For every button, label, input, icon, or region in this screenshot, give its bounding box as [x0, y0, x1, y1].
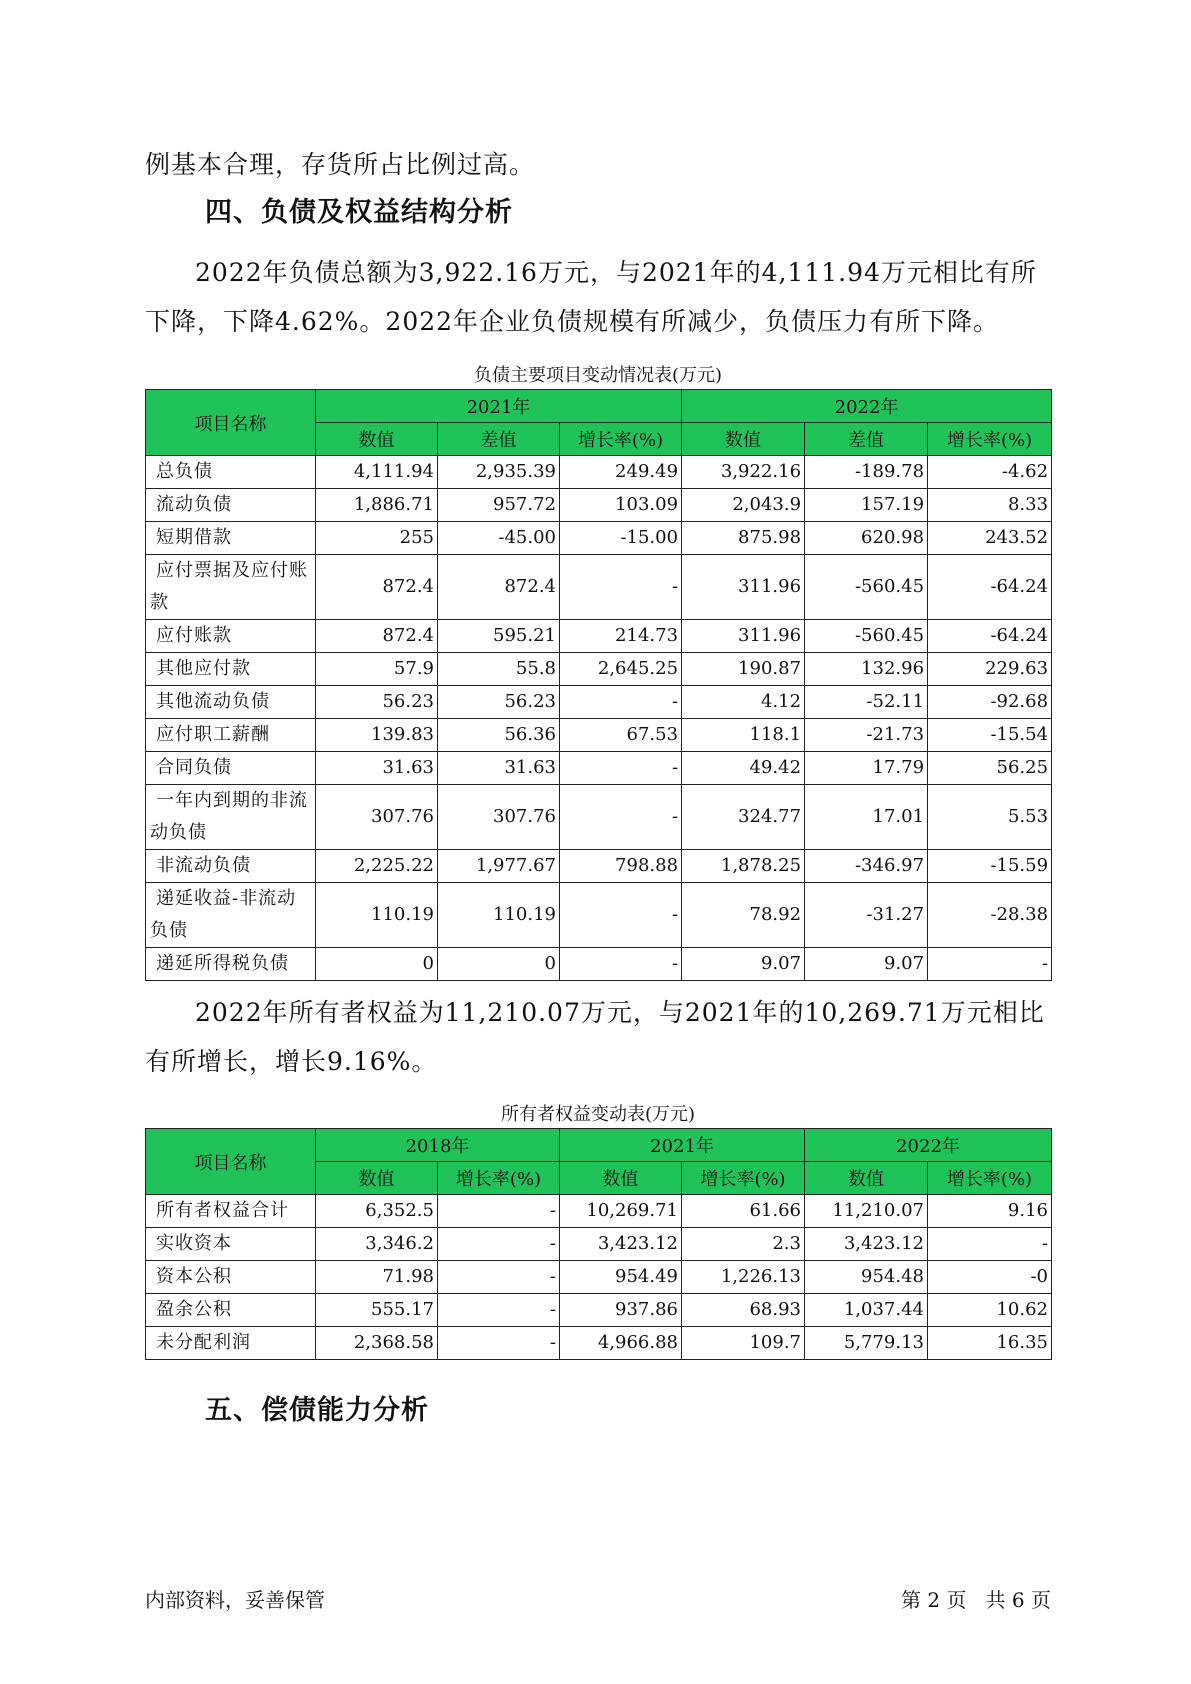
row-label: 盈余公积: [146, 1294, 316, 1327]
table-cell: 71.98: [316, 1261, 438, 1294]
table-cell: 214.73: [560, 620, 682, 653]
table-cell: 0: [316, 948, 438, 981]
table-cell: 620.98: [805, 522, 928, 555]
table-cell: 61.66: [682, 1195, 805, 1228]
equity-year-header-2022: 2022年: [805, 1129, 1052, 1162]
table-cell: 55.8: [438, 653, 560, 686]
equity-table: [145, 1128, 1052, 1360]
table-cell: 957.72: [438, 489, 560, 522]
equity-summary-paragraph: 2022年所有者权益为11,210.07万元，与2021年的10,269.71万元相比有所增长，增长9.16%。: [145, 998, 1045, 1076]
table-cell: 595.21: [438, 620, 560, 653]
table-cell: -15.54: [928, 719, 1052, 752]
table-cell: -: [560, 883, 682, 948]
equity-subheader: 数值: [805, 1162, 928, 1195]
footer-page-number: 第 2 页 共 6 页: [901, 1588, 1051, 1612]
table-cell: -: [438, 1195, 560, 1228]
table-cell: 307.76: [438, 785, 560, 850]
table-cell: -21.73: [805, 719, 928, 752]
section-5-heading: 五、偿债能力分析: [205, 1395, 429, 1426]
row-label: 非流动负债: [146, 850, 316, 883]
equity-subheader: 数值: [316, 1162, 438, 1195]
table-cell: 3,922.16: [682, 456, 805, 489]
table-cell: 243.52: [928, 522, 1052, 555]
section-4-heading: 四、负债及权益结构分析: [205, 197, 513, 228]
table-cell: 872.4: [316, 620, 438, 653]
table-cell: -189.78: [805, 456, 928, 489]
table-row: [146, 522, 1052, 555]
table-row: [146, 686, 1052, 719]
equity-subheader: 增长率(%): [928, 1162, 1052, 1195]
liability-table: [145, 389, 1052, 981]
table-cell: 68.93: [682, 1294, 805, 1327]
liability-name-header: 项目名称: [146, 390, 316, 456]
row-label: 递延所得税负债: [146, 948, 316, 981]
table-cell: 249.49: [560, 456, 682, 489]
table-row: [146, 555, 1052, 620]
intro-text: 例基本合理，存货所占比例过高。: [145, 150, 536, 179]
table-cell: 110.19: [438, 883, 560, 948]
row-label: 其他应付款: [146, 653, 316, 686]
liability-summary-paragraph: 2022年负债总额为3,922.16万元，与2021年的4,111.94万元相比有所下降，下降4.62%。2022年企业负债规模有所减少，负债压力有所下降。: [145, 258, 1037, 336]
table-cell: 4,966.88: [560, 1327, 682, 1360]
table-cell: 3,423.12: [560, 1228, 682, 1261]
table-row: [146, 948, 1052, 981]
table-cell: 1,886.71: [316, 489, 438, 522]
table-cell: -: [928, 948, 1052, 981]
liability-subheader: 差值: [438, 423, 560, 456]
table-cell: 10,269.71: [560, 1195, 682, 1228]
table-cell: 798.88: [560, 850, 682, 883]
table-cell: 11,210.07: [805, 1195, 928, 1228]
liability-subheader: 数值: [316, 423, 438, 456]
row-label: 合同负债: [146, 752, 316, 785]
table-cell: 954.49: [560, 1261, 682, 1294]
table-cell: -560.45: [805, 620, 928, 653]
table-row: [146, 1195, 1052, 1228]
table-cell: 5,779.13: [805, 1327, 928, 1360]
table-cell: 2,043.9: [682, 489, 805, 522]
table-cell: 2.3: [682, 1228, 805, 1261]
table-cell: 2,645.25: [560, 653, 682, 686]
table-cell: 57.9: [316, 653, 438, 686]
table-cell: 6,352.5: [316, 1195, 438, 1228]
row-label: 其他流动负债: [146, 686, 316, 719]
table-cell: 190.87: [682, 653, 805, 686]
equity-subheader: 增长率(%): [438, 1162, 560, 1195]
table-cell: -64.24: [928, 620, 1052, 653]
liability-year-header-2022: 2022年: [682, 390, 1052, 423]
table-row: [146, 883, 1052, 948]
table-cell: -31.27: [805, 883, 928, 948]
table-cell: 954.48: [805, 1261, 928, 1294]
table-cell: 9.07: [805, 948, 928, 981]
table-cell: -4.62: [928, 456, 1052, 489]
equity-table-caption: 所有者权益变动表(万元): [500, 1104, 696, 1125]
row-label: 应付职工薪酬: [146, 719, 316, 752]
table-row: [146, 1294, 1052, 1327]
table-cell: -: [560, 948, 682, 981]
table-cell: -: [560, 752, 682, 785]
table-cell: 17.79: [805, 752, 928, 785]
table-cell: 307.76: [316, 785, 438, 850]
table-cell: 324.77: [682, 785, 805, 850]
table-cell: 555.17: [316, 1294, 438, 1327]
liability-subheader: 增长率(%): [928, 423, 1052, 456]
table-cell: 49.42: [682, 752, 805, 785]
table-cell: 0: [438, 948, 560, 981]
table-row: [146, 719, 1052, 752]
row-label: 总负债: [146, 456, 316, 489]
table-cell: 9.16: [928, 1195, 1052, 1228]
table-cell: 157.19: [805, 489, 928, 522]
table-cell: 3,346.2: [316, 1228, 438, 1261]
table-cell: 1,037.44: [805, 1294, 928, 1327]
row-label: 一年内到期的非流动负债: [146, 785, 316, 850]
table-cell: 67.53: [560, 719, 682, 752]
table-cell: -: [438, 1261, 560, 1294]
table-cell: 1,977.67: [438, 850, 560, 883]
table-cell: -: [438, 1228, 560, 1261]
table-cell: -15.59: [928, 850, 1052, 883]
table-cell: 132.96: [805, 653, 928, 686]
row-label: 应付账款: [146, 620, 316, 653]
table-cell: -560.45: [805, 555, 928, 620]
table-cell: -: [438, 1327, 560, 1360]
table-cell: 5.53: [928, 785, 1052, 850]
equity-subheader: 数值: [560, 1162, 682, 1195]
liability-subheader: 增长率(%): [560, 423, 682, 456]
table-cell: 110.19: [316, 883, 438, 948]
table-cell: 56.23: [316, 686, 438, 719]
table-row: [146, 1228, 1052, 1261]
row-label: 应付票据及应付账款: [146, 555, 316, 620]
table-cell: 229.63: [928, 653, 1052, 686]
equity-name-header: 项目名称: [146, 1129, 316, 1195]
table-row: [146, 456, 1052, 489]
table-row: [146, 850, 1052, 883]
table-row: [146, 785, 1052, 850]
table-cell: 937.86: [560, 1294, 682, 1327]
table-cell: 2,225.22: [316, 850, 438, 883]
table-row: [146, 1261, 1052, 1294]
row-label: 流动负债: [146, 489, 316, 522]
table-row: [146, 752, 1052, 785]
table-cell: 109.7: [682, 1327, 805, 1360]
table-cell: 1,226.13: [682, 1261, 805, 1294]
row-label: 短期借款: [146, 522, 316, 555]
row-label: 递延收益-非流动负债: [146, 883, 316, 948]
row-label: 所有者权益合计: [146, 1195, 316, 1228]
equity-year-header-2021: 2021年: [560, 1129, 805, 1162]
table-cell: 31.63: [438, 752, 560, 785]
table-cell: -15.00: [560, 522, 682, 555]
footer-confidential-note: 内部资料，妥善保管: [145, 1588, 325, 1612]
table-cell: -52.11: [805, 686, 928, 719]
table-cell: 16.35: [928, 1327, 1052, 1360]
table-cell: -: [560, 686, 682, 719]
table-cell: 78.92: [682, 883, 805, 948]
table-cell: 872.4: [438, 555, 560, 620]
table-cell: 4,111.94: [316, 456, 438, 489]
table-cell: 3,423.12: [805, 1228, 928, 1261]
equity-year-header-2018: 2018年: [316, 1129, 560, 1162]
liability-year-header-2021: 2021年: [316, 390, 682, 423]
row-label: 实收资本: [146, 1228, 316, 1261]
table-row: [146, 620, 1052, 653]
table-cell: -346.97: [805, 850, 928, 883]
table-cell: 118.1: [682, 719, 805, 752]
table-cell: 875.98: [682, 522, 805, 555]
table-cell: 255: [316, 522, 438, 555]
table-cell: 17.01: [805, 785, 928, 850]
table-cell: 56.23: [438, 686, 560, 719]
table-cell: 31.63: [316, 752, 438, 785]
table-cell: -: [928, 1228, 1052, 1261]
table-cell: -: [560, 785, 682, 850]
table-cell: -0: [928, 1261, 1052, 1294]
table-cell: -45.00: [438, 522, 560, 555]
table-cell: -64.24: [928, 555, 1052, 620]
table-row: [146, 653, 1052, 686]
table-cell: 2,368.58: [316, 1327, 438, 1360]
liability-subheader: 数值: [682, 423, 805, 456]
table-cell: 4.12: [682, 686, 805, 719]
table-row: [146, 489, 1052, 522]
table-cell: 1,878.25: [682, 850, 805, 883]
table-cell: -92.68: [928, 686, 1052, 719]
row-label: 资本公积: [146, 1261, 316, 1294]
table-row: [146, 1327, 1052, 1360]
table-cell: 10.62: [928, 1294, 1052, 1327]
table-cell: -: [560, 555, 682, 620]
table-cell: 311.96: [682, 620, 805, 653]
liability-table-caption: 负债主要项目变动情况表(万元): [473, 365, 723, 386]
table-cell: 872.4: [316, 555, 438, 620]
table-cell: 9.07: [682, 948, 805, 981]
table-cell: 2,935.39: [438, 456, 560, 489]
table-cell: 139.83: [316, 719, 438, 752]
liability-subheader: 差值: [805, 423, 928, 456]
table-cell: 311.96: [682, 555, 805, 620]
table-cell: 56.36: [438, 719, 560, 752]
table-cell: 8.33: [928, 489, 1052, 522]
table-cell: -28.38: [928, 883, 1052, 948]
table-cell: 103.09: [560, 489, 682, 522]
equity-subheader: 增长率(%): [682, 1162, 805, 1195]
row-label: 未分配利润: [146, 1327, 316, 1360]
table-cell: -: [438, 1294, 560, 1327]
table-cell: 56.25: [928, 752, 1052, 785]
